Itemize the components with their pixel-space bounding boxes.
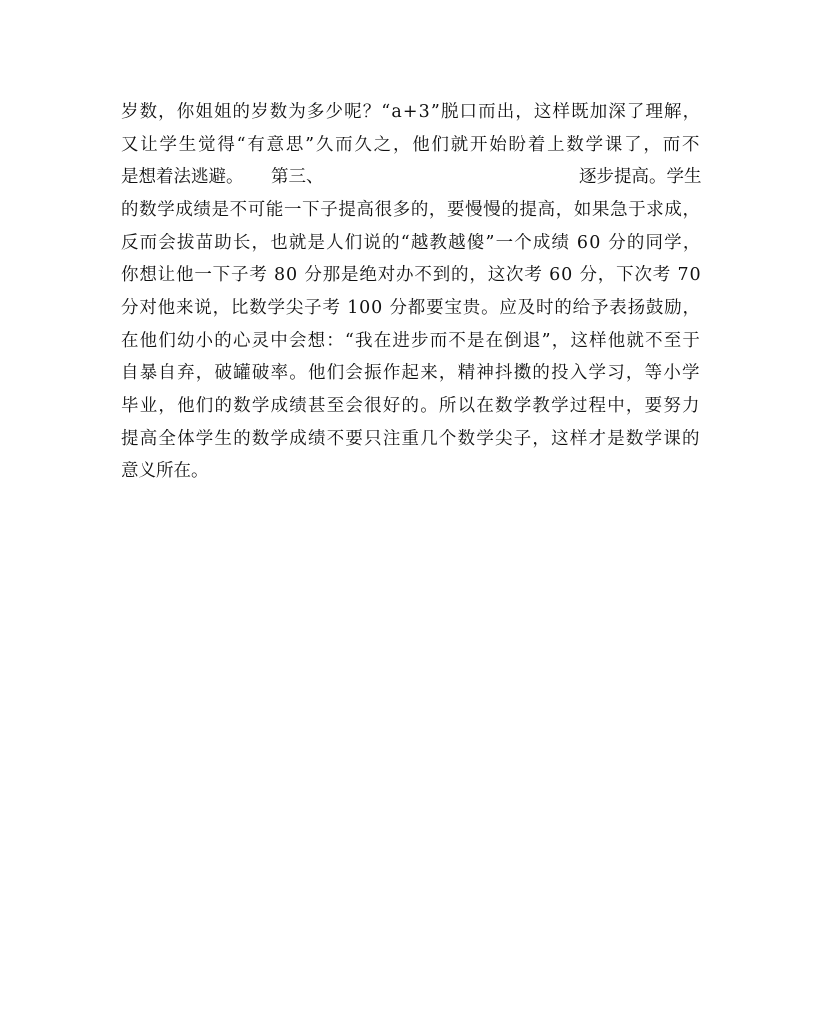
text-line-content: 毕业，他们的数学成绩甚至会很好的。所以在数学教学过程中，要努力 — [121, 396, 701, 416]
text-line-content: 岁数，你姐姐的岁数为多少呢？“a+3”脱口而出，这样既加深了理解， — [121, 102, 702, 122]
text-line-content: 逐步提高。学生 — [579, 167, 702, 187]
text-line — [121, 165, 701, 189]
text-line-content: 自暴自弃，破罐破率。他们会振作起来，精神抖擞的投入学习，等小学 — [121, 363, 701, 383]
text-line-content: 反而会拔苗助长，也就是人们说的“越教越傻”一个成绩 60 分的同学， — [121, 233, 702, 253]
text-line — [121, 296, 701, 320]
text-line — [121, 459, 209, 483]
text-line-content: 的数学成绩是不可能一下子提高很多的，要慢慢的提高，如果急于求成， — [121, 200, 701, 220]
text-line — [121, 198, 701, 222]
text-line — [121, 394, 701, 418]
text-line — [121, 361, 701, 385]
text-line — [121, 231, 701, 255]
text-line-content: 意义所在。 — [121, 461, 209, 481]
text-line-content: 提高全体学生的数学成绩不要只注重几个数学尖子，这样才是数学课的 — [121, 429, 701, 449]
text-line-content: 是想着法逃避。 — [121, 167, 244, 187]
text-line-content: 又让学生觉得“有意思”久而久之，他们就开始盼着上数学课了，而不 — [121, 135, 702, 155]
section-heading-number: 第三、 — [271, 167, 324, 187]
text-line — [121, 329, 701, 353]
text-line-content: 在他们幼小的心灵中会想：“我在进步而不是在倒退”，这样他就不至于 — [121, 331, 702, 351]
text-line-content: 分对他来说，比数学尖子考 100 分都要宝贵。应及时的给予表扬鼓励， — [121, 298, 701, 318]
text-line — [121, 100, 701, 124]
text-line — [121, 427, 701, 451]
text-line — [121, 133, 701, 157]
text-line-content: 你想让他一下子考 80 分那是绝对办不到的，这次考 60 分，下次考 70 — [121, 265, 702, 285]
text-line — [121, 263, 701, 287]
